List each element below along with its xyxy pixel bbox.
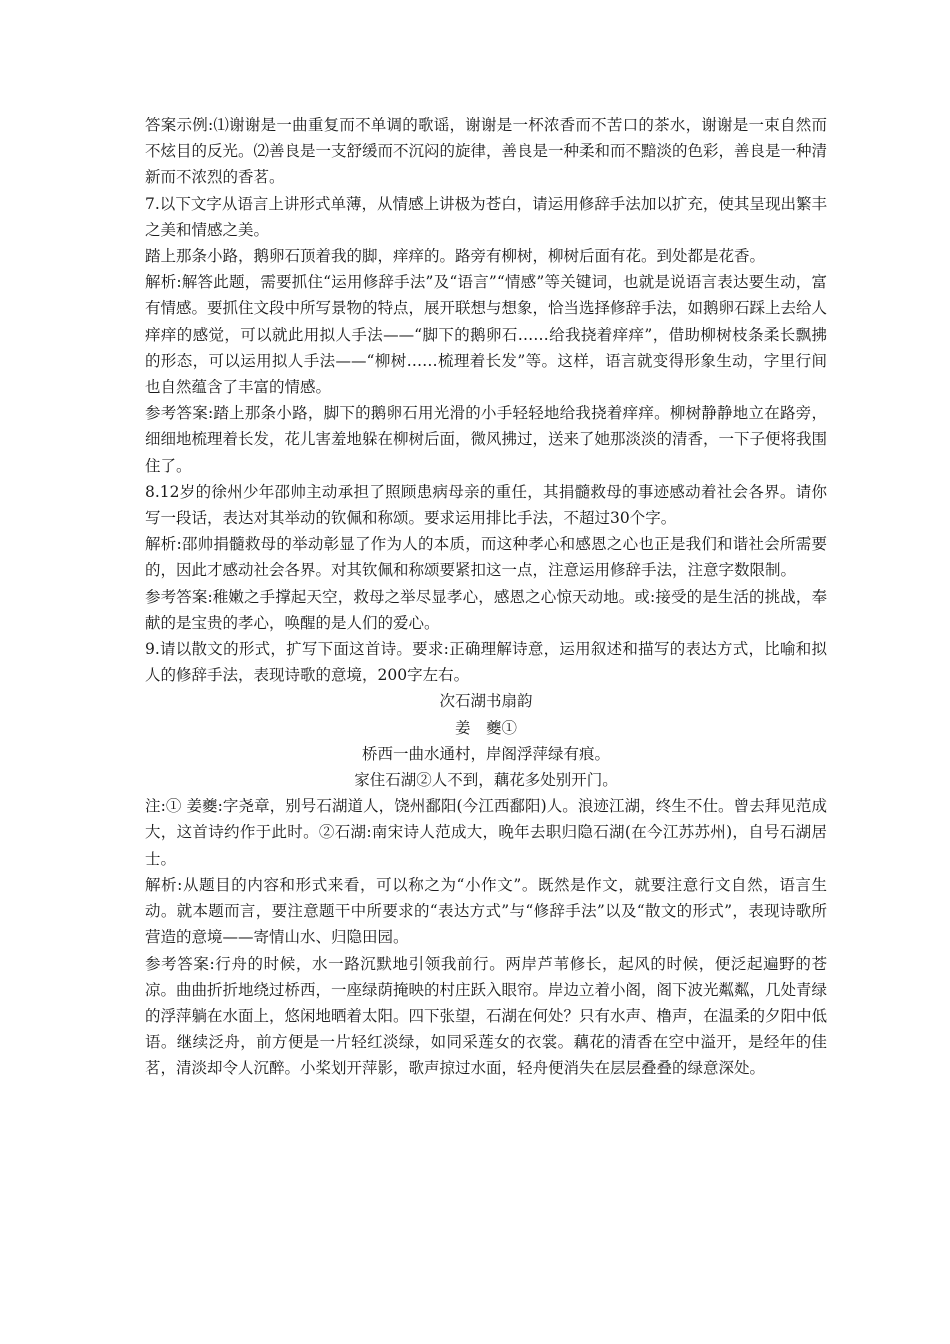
question-7-analysis: 解析:解答此题，需要抓住“运用修辞手法”及“语言”“情感”等关键词，也就是说语言表达要生动，富有情感。要抓住文段中所写景物的特点，展开联想与想象，恰当选择修辞手法，如鹅卵石踩上去给人痒痒的感觉，可以就此用拟人手法——“脚下的鹅卵石……给我挠着痒痒”，借助柳树枝条柔长飘拂的形态，可以运用拟人手法——“柳树……梳理着长发”等。这样，语言就变得形象生动，字里行间也自然蕴含了丰富的情感。	[145, 273, 828, 397]
question-9-analysis: 解析:从题目的内容和形式来看，可以称之为“小作文”。既然是作文，就要注意行文自然，语言生动。就本题而言，要注意题干中所要求的“表达方式”与“修辞手法”以及“散文的形式”，表现诗歌所营造的意境——寄情山水、归隐田园。	[145, 875, 827, 947]
poem-line-2: 家住石湖②人不到，藕花多处别开门。	[354, 771, 618, 790]
question-7-source-text: 踏上那条小路，鹅卵石顶着我的脚，痒痒的。路旁有柳树，柳树后面有花。到处都是花香。	[145, 247, 766, 266]
question-8-reference-answer: 参考答案:稚嫩之手撑起天空，救母之举尽显孝心，感恩之心惊天动地。或:接受的是生活的挑战，奉献的是宝贵的孝心，唤醒的是人们的爱心。	[145, 587, 827, 632]
poem-notes: 注:① 姜夔:字尧章，别号石湖道人，饶州鄱阳(今江西鄱阳)人。浪迹江湖，终生不仕。曾去拜见范成大，这首诗约作于此时。②石湖:南宋诗人范成大，晚年去职归隐石湖(在今江苏苏州)，自号石湖居士。	[145, 797, 827, 868]
poem-line-1: 桥西一曲水通村，岸阁浮萍绿有痕。	[361, 744, 610, 763]
question-7: 7.以下文字从语言上讲形式单薄，从情感上讲极为苍白，请运用修辞手法加以扩充，使其呈现出繁丰之美和情感之美。	[145, 194, 827, 239]
poem-author: 姜 夔①	[454, 718, 517, 737]
question-8: 8.12岁的徐州少年邵帅主动承担了照顾患病母亲的重任，其捐髓救母的事迹感动着社会各界。请你写一段话，表达对其举动的钦佩和称颂。要求运用排比手法，不超过30个字。	[145, 482, 827, 528]
question-9-reference-answer: 参考答案:行舟的时候，水一路沉默地引领我前行。两岸芦苇修长，起风的时候，便泛起遍野的苍凉。曲曲折折地绕过桥西，一座绿荫掩映的村庄跃入眼帘。岸边立着小阁，阁下波光粼粼，几处青绿的浮萍躺在水面上，悠闲地晒着太阳。四下张望，石湖在何处？只有水声、橹声，在温柔的夕阳中低语。继续泛舟，前方便是一片轻红淡绿，如同采莲女的衣裳。藕花的清香在空中溢开，是经年的佳茗，清淡却令人沉醉。小桨划开萍影，歌声掠过水面，轻舟便消失在层层叠叠的绿意深处。	[145, 954, 828, 1078]
document-body	[145, 112, 827, 1082]
answer-example-paragraph: 答案示例:⑴谢谢是一曲重复而不单调的歌谣，谢谢是一杯浓香而不苦口的茶水，谢谢是一束自然而不炫目的反光。⑵善良是一支舒缓而不沉闷的旋律，善良是一种柔和而不黯淡的色彩，善良是一种清新而不浓烈的香茗。	[145, 116, 828, 187]
question-9: 9.请以散文的形式，扩写下面这首诗。要求:正确理解诗意，运用叙述和描写的表达方式，比喻和拟人的修辞手法，表现诗歌的意境，200字左右。	[145, 640, 827, 685]
question-8-analysis: 解析:邵帅捐髓救母的举动彰显了作为人的本质，而这种孝心和感恩之心也正是我们和谐社会所需要的，因此才感动社会各界。对其钦佩和称颂要紧扣这一点，注意运用修辞手法，注意字数限制。	[145, 535, 827, 580]
question-7-reference-answer: 参考答案:踏上那条小路，脚下的鹅卵石用光滑的小手轻轻地给我挠着痒痒。柳树静静地立在路旁，细细地梳理着长发，花儿害羞地躲在柳树后面，微风拂过，送来了她那淡淡的清香，一下子便将我围住了。	[145, 404, 828, 475]
poem-title: 次石湖书扇韵	[439, 692, 533, 711]
